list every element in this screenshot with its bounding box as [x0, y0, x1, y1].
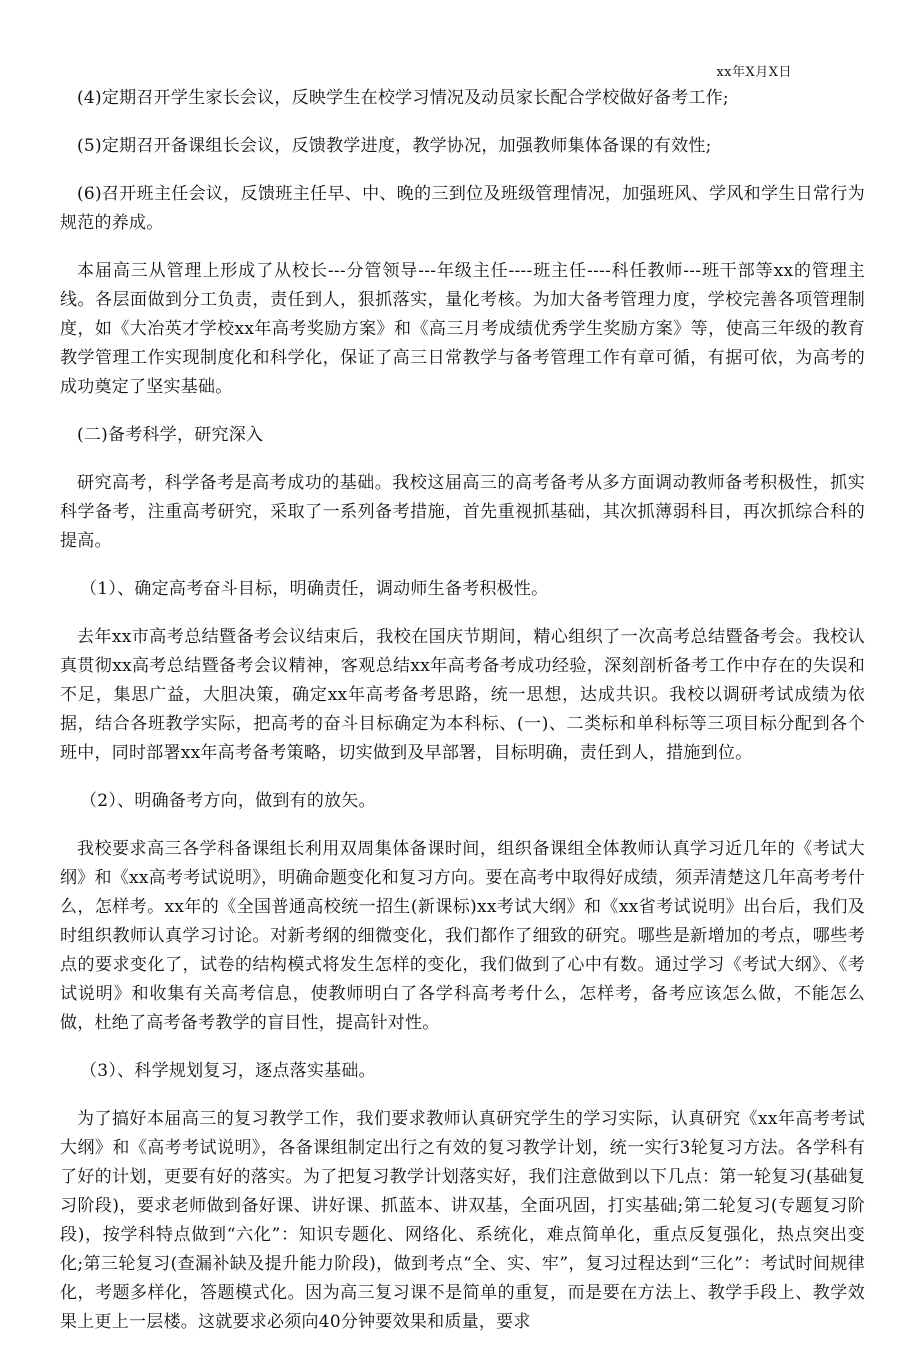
body-paragraph-research: 研究高考，科学备考是高考成功的基础。我校这届高三的高考备考从多方面调动教师备考积极性，抓实科学备考，注重高考研究，采取了一系列备考措施，首先重视抓基础，其次抓薄弱科目，再次抓综合科的提高。: [60, 473, 865, 551]
body-paragraph-review: 为了搞好本届高三的复习教学工作，我们要求教师认真研究学生的学习实际，认真研究《xx年高考考试大纲》和《高考考试说明》，各备课组制定出行之有效的复习教学计划，统一实行3轮复习方法。各学科有了好的计划，更要有好的落实。为了把复习教学计划落实好，我们注意做到以下几点：第一轮复习(基础复习阶段)，要求老师做到备好课、讲好课、抓蓝本、讲双基，全面巩固，打实基础;第二轮复习(专题复习阶段)，按学科特点做到“六化”：知识专题化、网络化、系统化，难点简单化，重点反复强化，热点突出变化;第三轮复习(查漏补缺及提升能力阶段)，做到考点“全、实、牢”，复习过程达到“三化”：考试时间规律化，考题多样化，答题模式化。因为高三复习课不是简单的重复，而是要在方法上、教学手段上、教学效果上更上一层楼。这就要求必须向40分钟要效果和质量，要求: [60, 1109, 865, 1332]
header-date: xx年X月X日: [716, 65, 792, 80]
subheading-2: （2）、明确备考方向，做到有的放矢。: [80, 791, 376, 811]
subheading-1: （1）、确定高考奋斗目标，明确责任，调动师生备考积极性。: [80, 579, 549, 599]
body-paragraph-goals: 去年xx市高考总结暨备考会议结束后，我校在国庆节期间，精心组织了一次高考总结暨备考会。我校认真贯彻xx高考总结暨备考会议精神，客观总结xx年高考备考成功经验，深刻剖析备考工作中存在的失误和不足，集思广益，大胆决策，确定xx年高考备考思路，统一思想，达成共识。我校以调研考试成绩为依据，结合各班教学实际，把高考的奋斗目标确定为本科标、(一)、二类标和单科标等三项目标分配到各个班中，同时部署xx年高考备考策略，切实做到及早部署，目标明确，责任到人，措施到位。: [60, 627, 865, 763]
list-item-6: (6)召开班主任会议，反馈班主任早、中、晚的三到位及班级管理情况，加强班风、学风和学生日常行为规范的养成。: [60, 184, 865, 233]
list-item-5: (5)定期召开备课组长会议，反馈教学进度，教学协况，加强教师集体备课的有效性;: [77, 136, 712, 156]
body-paragraph-management: 本届高三从管理上形成了从校长---分管领导---年级主任----班主任----科任教师---班干部等xx的管理主线。各层面做到分工负责，责任到人，狠抓落实，量化考核。为加大备考管理力度，学校完善各项管理制度，如《大冶英才学校xx年高考奖励方案》和《高三月考成绩优秀学生奖励方案》等，使高三年级的教育教学管理工作实现制度化和科学化，保证了高三日常教学与备考管理工作有章可循，有据可依，为高考的成功奠定了坚实基础。: [60, 261, 865, 397]
body-paragraph-direction: 我校要求高三各学科备课组长利用双周集体备课时间，组织备课组全体教师认真学习近几年的《考试大纲》和《xx高考考试说明》，明确命题变化和复习方向。要在高考中取得好成绩，须弄清楚这几年高考考什么，怎样考。xx年的《全国普通高校统一招生(新课标)xx考试大纲》和《xx省考试说明》出台后，我们及时组织教师认真学习讨论。对新考纲的细微变化，我们都作了细致的研究。哪些是新增加的考点，哪些考点的要求变化了，试卷的结构模式将发生怎样的变化，我们做到了心中有数。通过学习《考试大纲》、《考试说明》和收集有关高考信息，使教师明白了各学科高考考什么，怎样考，备考应该怎么做，不能怎么做，杜绝了高考备考教学的盲目性，提高针对性。: [60, 839, 865, 1033]
document-body: [60, 84, 865, 1356]
list-item-4: (4)定期召开学生家长会议，反映学生在校学习情况及动员家长配合学校做好备考工作;: [77, 88, 729, 108]
subheading-3: （3）、科学规划复习，逐点落实基础。: [80, 1061, 376, 1081]
section-heading-2: (二)备考科学，研究深入: [77, 425, 264, 445]
